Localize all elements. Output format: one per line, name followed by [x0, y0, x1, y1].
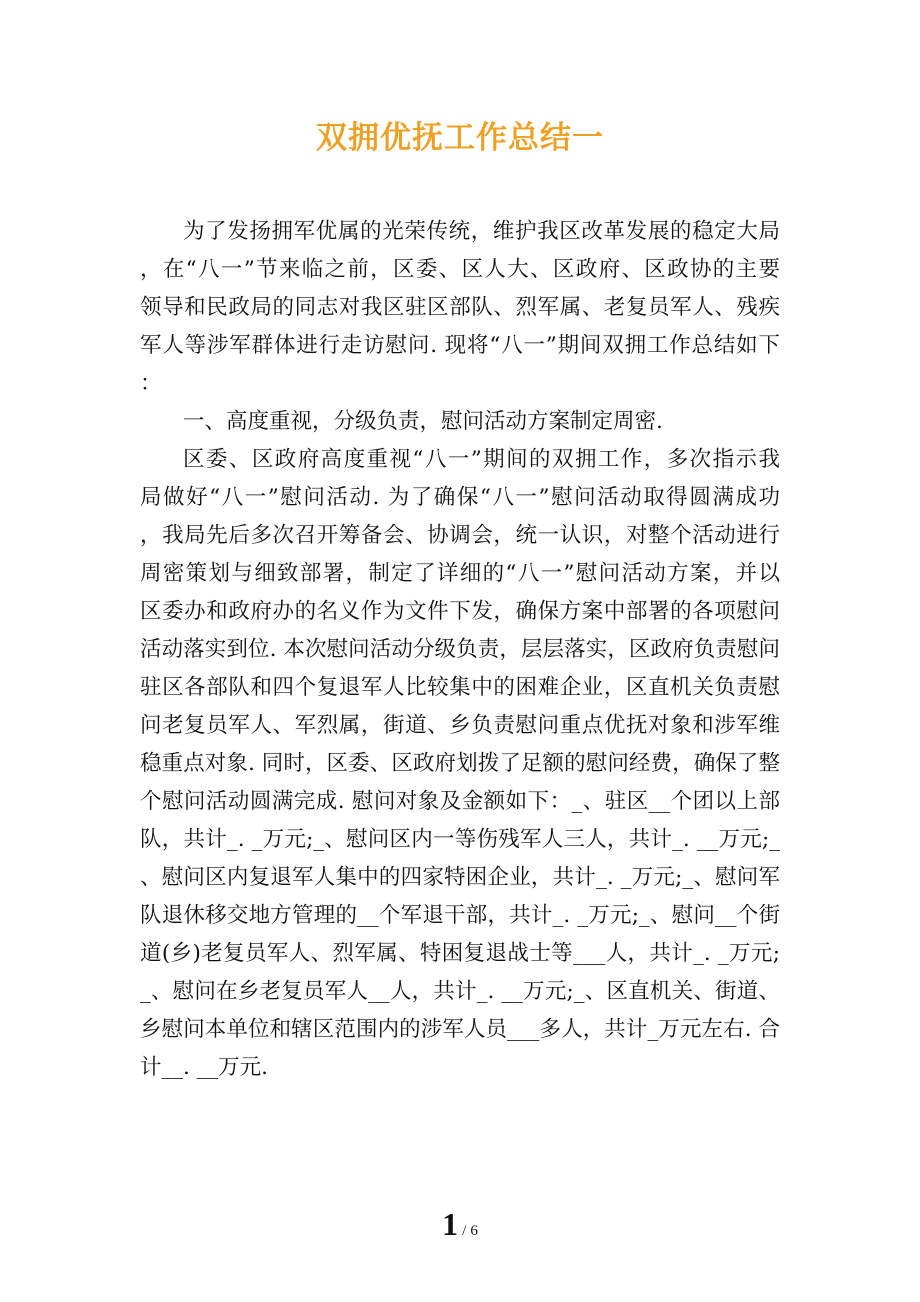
- text-line: 问老复员军人、军烈属，街道、乡负责慰问重点优抚对象和涉军维: [140, 713, 780, 738]
- text-line: 稳重点对象. 同时，区委、区政府划拨了足额的慰问经费，确保了整: [140, 751, 780, 776]
- text-line: 领导和民政局的同志对我区驻区部队、烈军属、老复员军人、残疾: [140, 295, 780, 320]
- document-body: [140, 213, 780, 1087]
- text-line: 周密策划与细致部署，制定了详细的“八一”慰问活动方案，并以: [140, 561, 780, 586]
- text-line: 活动落实到位. 本次慰问活动分级负责，层层落实，区政府负责慰问: [140, 637, 780, 662]
- text-line: 队退休移交地方管理的__个军退干部，共计_. _万元;_、慰问__个街: [140, 903, 780, 928]
- text-line: ：: [140, 371, 162, 396]
- text-line: 局做好“八一”慰问活动. 为了确保“八一”慰问活动取得圆满成功: [140, 485, 780, 510]
- text-line: 乡慰问本单位和辖区范围内的涉军人员___多人，共计_万元左右. 合: [140, 1017, 780, 1042]
- text-line: 道(乡)老复员军人、烈军属、特困复退战士等___人，共计_. _万元;: [140, 941, 780, 966]
- page-number: [0, 1206, 920, 1243]
- current-page-number: 1: [442, 1206, 459, 1242]
- text-line: 区委办和政府办的名义作为文件下发，确保方案中部署的各项慰问: [140, 599, 780, 624]
- text-line: 、慰问区内复退军人集中的四家特困企业，共计_. _万元;_、慰问军: [140, 865, 780, 890]
- text-line: 为了发扬拥军优属的光荣传统，维护我区改革发展的稳定大局: [183, 219, 780, 244]
- text-line: 军人等涉军群体进行走访慰问. 现将“八一”期间双拥工作总结如下: [140, 333, 780, 358]
- text-line: 计__. __万元.: [140, 1055, 269, 1080]
- total-pages: 6: [470, 1223, 478, 1239]
- text-line: ，在“八一”节来临之前，区委、区人大、区政府、区政协的主要: [140, 257, 780, 282]
- section-heading: 一、高度重视，分级负责，慰问活动方案制定周密.: [183, 409, 663, 434]
- text-line: 队，共计_. _万元;_、慰问区内一等伤残军人三人，共计_. __万元;_: [140, 827, 780, 852]
- text-line: ，我局先后多次召开筹备会、协调会，统一认识，对整个活动进行: [140, 523, 780, 548]
- text-line: _、慰问在乡老复员军人__人，共计_. __万元;_、区直机关、街道、: [140, 979, 780, 1004]
- text-line: 个慰问活动圆满完成. 慰问对象及金额如下：_、驻区__个团以上部: [140, 789, 780, 814]
- text-line: 区委、区政府高度重视“八一”期间的双拥工作，多次指示我: [183, 447, 780, 472]
- page-separator: /: [462, 1223, 467, 1239]
- document-title: 双拥优抚工作总结一: [316, 120, 604, 156]
- text-line: 驻区各部队和四个复退军人比较集中的困难企业，区直机关负责慰: [140, 675, 780, 700]
